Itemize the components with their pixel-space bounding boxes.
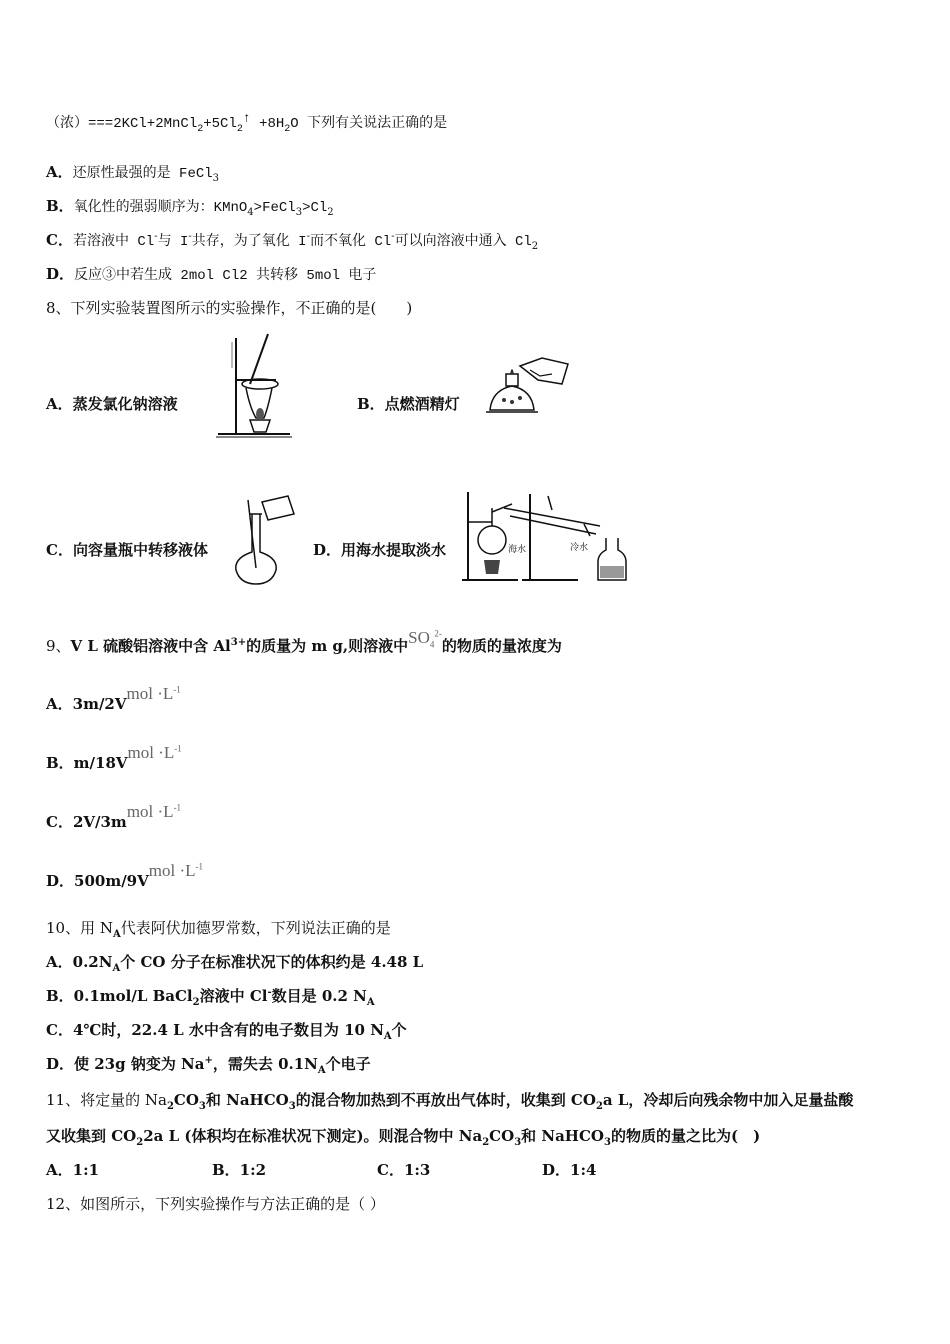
q8-stem: 8、下列实验装置图所示的实验操作，不正确的是( ) bbox=[46, 299, 413, 317]
volumetric-flask-figure bbox=[226, 494, 298, 586]
q9-option-b: B．m/18Vmol $\cdot L^{-1}$ bbox=[46, 743, 182, 772]
q11-stem-line2: 又收集到 $CO_22a$ L (体积均在标准状况下测定)。则混合物中 $Na_2CO_3$和 NaHCO$_3$的物质的量之比为( ) bbox=[46, 1127, 761, 1148]
lighting-lamp-figure bbox=[482, 350, 572, 426]
q11-option-b: B．1:2 bbox=[212, 1161, 267, 1179]
q10-option-d: D．使 23g 钠变为 Na+，需失去 $0.1N_A$个电子 bbox=[46, 1055, 371, 1076]
q9-option-a: A．3m/2Vmol $\cdot L^{-1}$ bbox=[46, 684, 181, 713]
q8-option-c: C．向容量瓶中转移液体 bbox=[46, 541, 208, 559]
q10-stem: 10、用 $N_A$代表阿伏加德罗常数，下列说法正确的是 bbox=[46, 919, 391, 940]
q11-stem-line1: 11、将定量的 $Na_2CO_3$和 NaHCO$_3$的混合物加热到不再放出气体时，收集到 $CO_2a$ L，冷却后向残余物中加入足量盐酸 bbox=[46, 1091, 854, 1112]
q12-stem: 12、如图所示，下列实验操作与方法正确的是（ ） bbox=[46, 1195, 385, 1213]
q8-option-d: D．用海水提取淡水 bbox=[313, 541, 447, 559]
q7-option-b: B．氧化性的强弱顺序为：$KMnO_4>FeCl_3>Cl_2$ bbox=[46, 197, 334, 218]
q9-option-c: C．2V/3mmol $\cdot L^{-1}$ bbox=[46, 802, 182, 831]
q11-option-d: D．1:4 bbox=[542, 1161, 597, 1179]
q9-option-d: D．500m/9Vmol $\cdot L^{-1}$ bbox=[46, 861, 203, 890]
q7-option-a: A．还原性最强的是 FeCl$_3$ bbox=[46, 163, 220, 184]
q10-option-b: B．0.1mol/L BaCl$_2$溶液中 Cl-数目是 0.2 $N_A$ bbox=[46, 987, 375, 1008]
evaporation-apparatus-figure bbox=[210, 328, 294, 440]
q11-option-a: A．1:1 bbox=[46, 1161, 100, 1179]
q10-option-c: C．4℃时，22.4 L 水中含有的电子数目为 10 $N_A$个 bbox=[46, 1021, 407, 1042]
q7-equation-tail: （浓）$===2KCl+2MnCl_2+5Cl_2^↑ +8H_2O$ 下列有关说法正确的是 bbox=[46, 110, 448, 135]
q8-option-a: A．蒸发氯化钠溶液 bbox=[46, 395, 178, 413]
q10-option-a: A．$0.2N_A$个 CO 分子在标准状况下的体积约是 4.48 L bbox=[46, 953, 424, 974]
q9-stem: 9、V L 硫酸铝溶液中含 $Al^{3+}$的质量为 m g,则溶液中$SO_4^{2-}$的物质的量浓度为 bbox=[46, 628, 562, 655]
q7-option-d: D．反应③中若生成 2mol Cl2 共转移 5mol 电子 bbox=[46, 265, 377, 284]
q7-option-c: C．若溶液中 Cl-与 I-共存，为了氧化 I-而不氧化 Cl-可以向溶液中通入 $Cl_2$ bbox=[46, 231, 539, 252]
distillation-apparatus-figure bbox=[460, 488, 632, 584]
label-coldwater: 冷水 bbox=[570, 543, 589, 553]
label-seawater: 海水 bbox=[508, 545, 527, 555]
q8-option-b: B．点燃酒精灯 bbox=[357, 395, 460, 413]
q11-option-c: C．1:3 bbox=[377, 1161, 431, 1179]
